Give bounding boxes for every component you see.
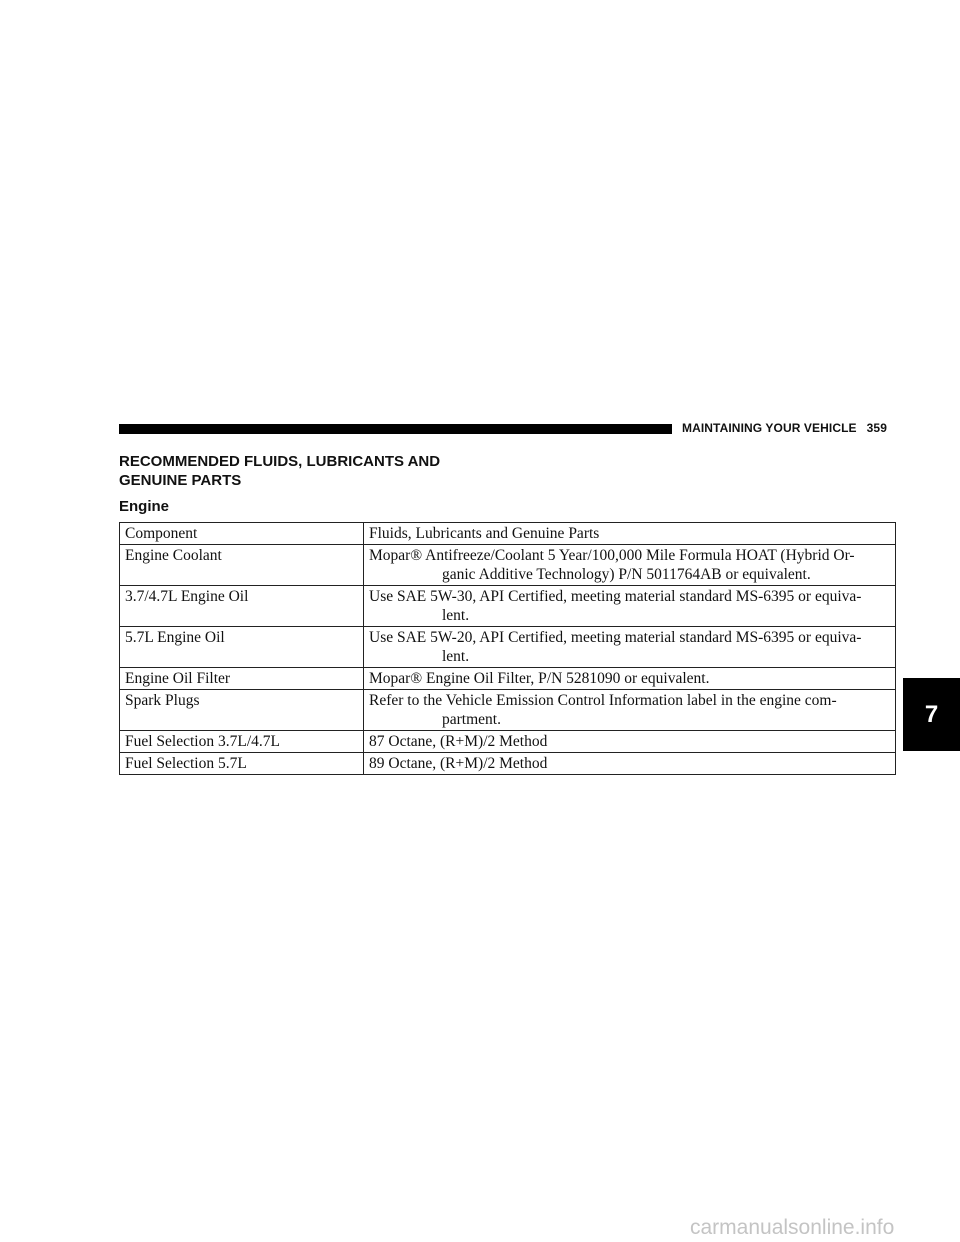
row-component: Engine Coolant (120, 545, 364, 586)
table-row (120, 586, 896, 627)
header-rule (119, 424, 672, 434)
table-row (120, 627, 896, 668)
row-spec (364, 668, 896, 690)
spec-line: Mopar® Antifreeze/Coolant 5 Year/100,000 Mile Formula HOAT (Hybrid Or- (369, 547, 855, 564)
table-row (120, 753, 896, 775)
fluids-table (119, 522, 896, 775)
running-header (682, 421, 887, 435)
table-header-row (120, 523, 896, 545)
spec-line-continued: partment. (442, 711, 501, 728)
spec-line: Refer to the Vehicle Emission Control Information label in the engine com- (369, 692, 837, 709)
spec-line: Use SAE 5W-30, API Certified, meeting material standard MS-6395 or equiva- (369, 588, 862, 605)
watermark: carmanualsonline.info (690, 1216, 895, 1239)
row-spec (364, 731, 896, 753)
section-title (119, 452, 619, 490)
row-spec (364, 586, 896, 627)
row-component: Fuel Selection 3.7L/4.7L (120, 731, 364, 753)
row-spec (364, 690, 896, 731)
chapter-tab: 7 (903, 678, 960, 751)
page-number: 359 (866, 421, 887, 435)
section-name: MAINTAINING YOUR VEHICLE (682, 421, 857, 435)
header-component: Component (120, 523, 364, 545)
spec-line: 89 Octane, (R+M)/2 Method (369, 755, 548, 772)
subsection-title: Engine (119, 498, 170, 515)
header-fluids: Fluids, Lubricants and Genuine Parts (364, 523, 896, 545)
table-row (120, 668, 896, 690)
table-row (120, 690, 896, 731)
section-title-line-1: RECOMMENDED FLUIDS, LUBRICANTS AND (119, 453, 441, 470)
row-spec (364, 627, 896, 668)
spec-line: Use SAE 5W-20, API Certified, meeting material standard MS-6395 or equiva- (369, 629, 862, 646)
row-component: Fuel Selection 5.7L (120, 753, 364, 775)
table-row (120, 545, 896, 586)
row-component: 5.7L Engine Oil (120, 627, 364, 668)
table-row (120, 731, 896, 753)
section-title-line-2: GENUINE PARTS (119, 472, 242, 489)
spec-line-continued: ganic Additive Technology) P/N 5011764AB or equivalent. (442, 566, 811, 583)
row-spec (364, 545, 896, 586)
spec-line: Mopar® Engine Oil Filter, P/N 5281090 or equivalent. (369, 670, 710, 687)
spec-line: 87 Octane, (R+M)/2 Method (369, 733, 548, 750)
row-component: Engine Oil Filter (120, 668, 364, 690)
row-component: 3.7/4.7L Engine Oil (120, 586, 364, 627)
spec-line-continued: lent. (442, 648, 470, 665)
row-spec (364, 753, 896, 775)
spec-line-continued: lent. (442, 607, 470, 624)
row-component: Spark Plugs (120, 690, 364, 731)
